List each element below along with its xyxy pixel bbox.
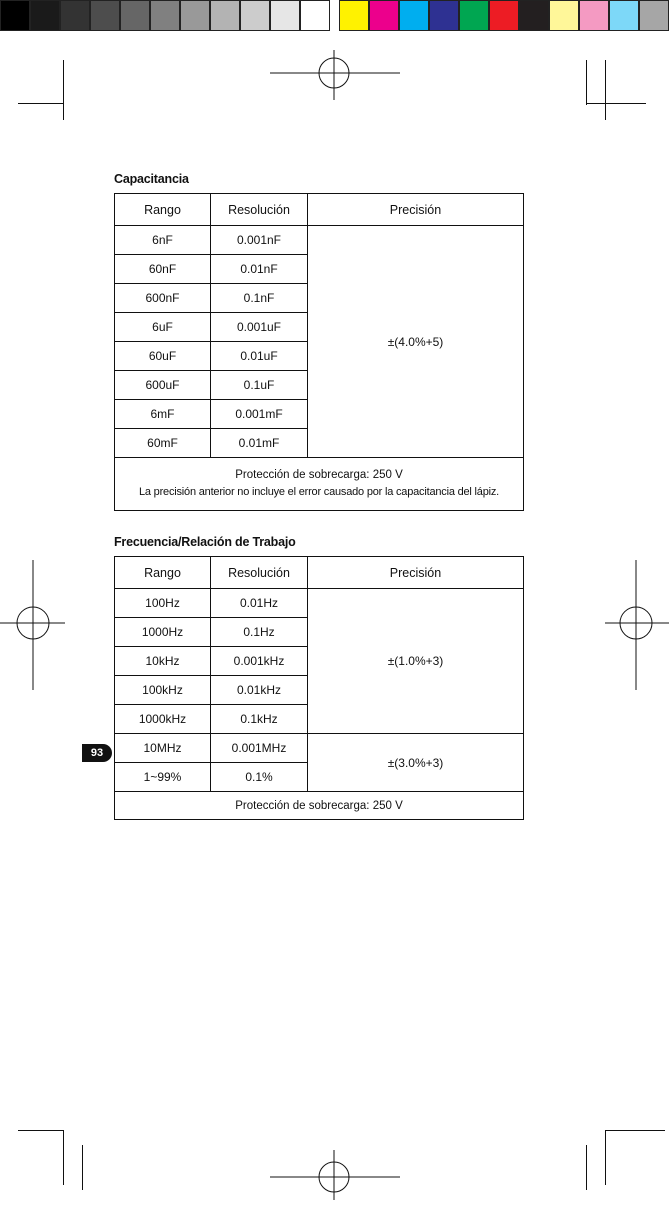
crop-mark <box>605 1130 665 1131</box>
cell-precision: ±(3.0%+3) <box>308 734 524 792</box>
cell-range: 1~99% <box>115 763 211 792</box>
color-swatch <box>579 0 609 31</box>
color-swatch <box>339 0 369 31</box>
cell-resolution: 0.01Hz <box>211 589 308 618</box>
registration-target-icon <box>605 560 669 690</box>
cell-resolution: 0.1nF <box>211 284 308 313</box>
crop-mark <box>605 60 606 120</box>
cell-resolution: 0.001kHz <box>211 647 308 676</box>
cell-resolution: 0.001MHz <box>211 734 308 763</box>
cell-resolution: 0.1uF <box>211 371 308 400</box>
color-swatch <box>399 0 429 31</box>
crop-mark <box>63 1130 64 1185</box>
crop-mark <box>18 103 63 104</box>
header-precision: Precisión <box>308 557 524 589</box>
cell-resolution: 0.1Hz <box>211 618 308 647</box>
cell-range: 10MHz <box>115 734 211 763</box>
color-bar-grayscale <box>0 0 330 33</box>
crop-mark <box>586 1145 587 1190</box>
color-swatch <box>90 0 120 31</box>
header-resolution: Resolución <box>211 557 308 589</box>
color-swatch <box>210 0 240 31</box>
color-swatch <box>549 0 579 31</box>
table-header-row <box>115 194 524 226</box>
color-swatch <box>30 0 60 31</box>
cell-range: 60uF <box>115 342 211 371</box>
crop-mark <box>605 1130 606 1185</box>
table-row <box>115 226 524 255</box>
registration-target-icon <box>270 1150 400 1200</box>
crop-mark <box>586 60 587 105</box>
color-swatch <box>270 0 300 31</box>
color-swatch <box>120 0 150 31</box>
cell-range: 1000kHz <box>115 705 211 734</box>
frequency-table <box>114 556 524 820</box>
overload-note: Protección de sobrecarga: 250 V <box>235 469 403 481</box>
cell-range: 60mF <box>115 429 211 458</box>
cell-range: 100Hz <box>115 589 211 618</box>
color-swatch <box>240 0 270 31</box>
table-row <box>115 734 524 763</box>
color-swatch <box>489 0 519 31</box>
registration-target-icon <box>270 50 400 100</box>
color-swatch <box>429 0 459 31</box>
header-range: Rango <box>115 194 211 226</box>
page-number-badge: 93 <box>82 744 112 762</box>
capacitance-title: Capacitancia <box>114 172 189 186</box>
cell-resolution: 0.01uF <box>211 342 308 371</box>
cell-precision: ±(1.0%+3) <box>308 589 524 734</box>
cell-resolution: 0.001nF <box>211 226 308 255</box>
color-swatch <box>519 0 549 31</box>
registration-target-icon <box>0 560 65 690</box>
cell-resolution: 0.1% <box>211 763 308 792</box>
crop-mark <box>18 1130 63 1131</box>
cell-resolution: 0.01kHz <box>211 676 308 705</box>
header-range: Rango <box>115 557 211 589</box>
frequency-title: Frecuencia/Relación de Trabajo <box>114 535 296 549</box>
color-swatch <box>459 0 489 31</box>
cell-range: 60nF <box>115 255 211 284</box>
precision-note: La precisión anterior no incluye el error causado por la capacitancia del lápiz. <box>138 486 500 498</box>
cell-precision: ±(4.0%+5) <box>308 226 524 458</box>
color-swatch <box>60 0 90 31</box>
color-swatch <box>150 0 180 31</box>
cell-range: 1000Hz <box>115 618 211 647</box>
color-swatch <box>300 0 330 31</box>
cell-resolution: 0.001uF <box>211 313 308 342</box>
color-swatch <box>609 0 639 31</box>
color-bar-cmyk <box>339 0 669 33</box>
cell-resolution: 0.1kHz <box>211 705 308 734</box>
cell-resolution: 0.01mF <box>211 429 308 458</box>
color-swatch <box>369 0 399 31</box>
table-note-row <box>115 792 524 820</box>
table-note-row <box>115 458 524 511</box>
header-resolution: Resolución <box>211 194 308 226</box>
color-swatch <box>639 0 669 31</box>
cell-range: 600uF <box>115 371 211 400</box>
crop-mark <box>63 60 64 120</box>
cell-range: 6nF <box>115 226 211 255</box>
note-cell <box>115 458 524 511</box>
header-precision: Precisión <box>308 194 524 226</box>
cell-resolution: 0.001mF <box>211 400 308 429</box>
color-swatch <box>180 0 210 31</box>
cell-range: 6mF <box>115 400 211 429</box>
overload-note: Protección de sobrecarga: 250 V <box>115 792 524 820</box>
crop-mark <box>586 103 646 104</box>
cell-range: 10kHz <box>115 647 211 676</box>
capacitance-table <box>114 193 524 511</box>
cell-range: 6uF <box>115 313 211 342</box>
table-header-row <box>115 557 524 589</box>
table-row <box>115 589 524 618</box>
color-swatch <box>0 0 30 31</box>
cell-range: 100kHz <box>115 676 211 705</box>
cell-range: 600nF <box>115 284 211 313</box>
cell-resolution: 0.01nF <box>211 255 308 284</box>
crop-mark <box>82 1145 83 1190</box>
